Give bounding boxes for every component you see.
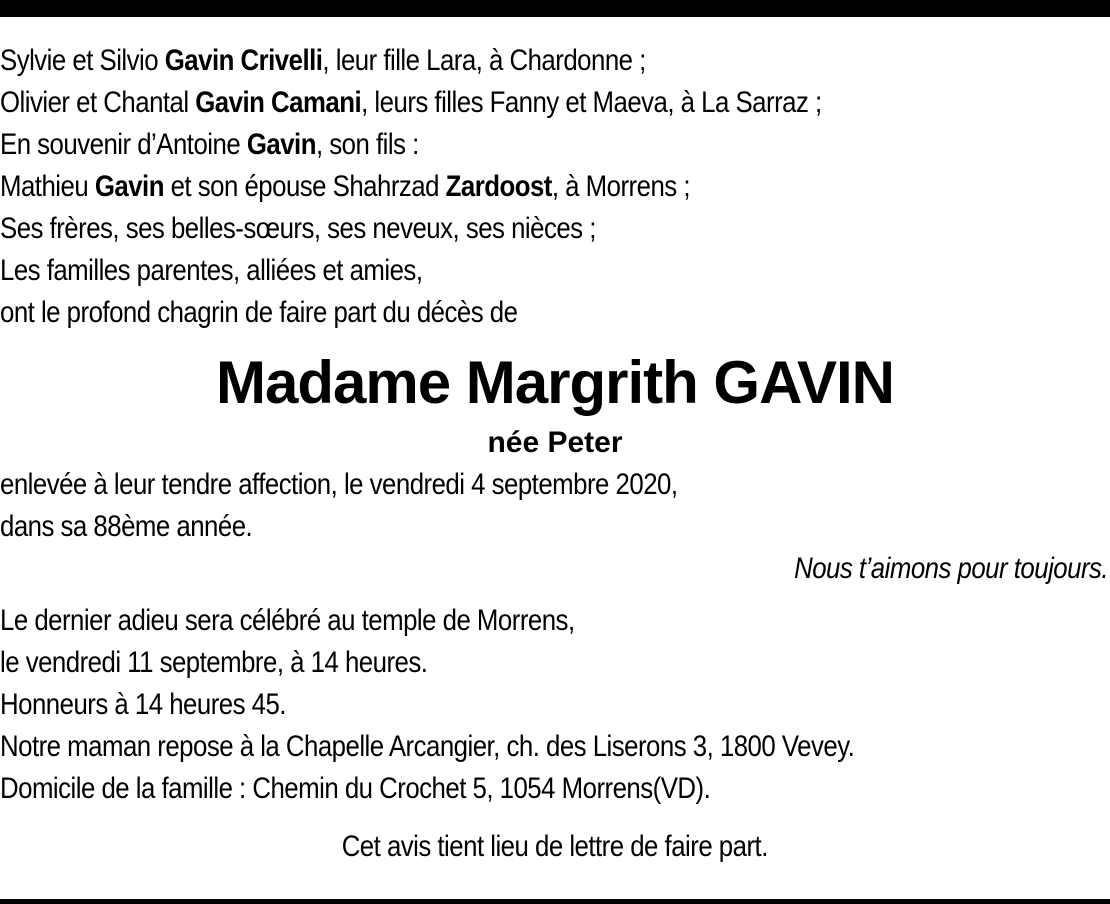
family-line-3-text: En souvenir d’Antoine (0, 128, 247, 161)
bottom-rule (0, 899, 1110, 904)
family-line-6: Les familles parentes, alliées et amies, (0, 254, 423, 287)
quote-text: Nous t’aimons pour toujours. (794, 552, 1108, 585)
family-line-2-text: Olivier et Chantal (0, 86, 196, 119)
closing-note-text: Cet avis tient lieu de lettre de faire part. (341, 830, 769, 863)
closing-note (0, 826, 1110, 868)
family-line-3-surname: Gavin (246, 128, 316, 161)
quote (0, 548, 1110, 590)
ceremony-line-1: Le dernier adieu sera célébré au temple de Morrens, (0, 604, 575, 637)
ceremony-block (0, 600, 1110, 810)
family-line-2-rest: , leurs filles Fanny et Maeva, à La Sarraz ; (361, 86, 822, 119)
ceremony-line-2: le vendredi 11 septembre, à 14 heures. (0, 646, 428, 679)
family-line-3 (0, 124, 1109, 166)
family-line-3-rest: , son fils : (315, 128, 419, 161)
obituary-notice (0, 40, 1110, 868)
death-line-2: dans sa 88ème année. (0, 510, 253, 543)
ceremony-line-4: Notre maman repose à la Chapelle Arcangier, ch. des Liserons 3, 1800 Vevey. (0, 730, 855, 763)
family-line-4-surname-2: Zardoost (445, 170, 552, 203)
family-line-7: ont le profond chagrin de faire part du décès de (0, 296, 518, 329)
family-line-1 (0, 40, 1109, 82)
family-line-1-surname: Gavin Crivelli (164, 44, 323, 77)
family-line-5: Ses frères, ses belles-sœurs, ses neveux, ses nièces ; (0, 212, 596, 245)
ceremony-line-3: Honneurs à 14 heures 45. (0, 688, 286, 721)
death-line-1: enlevée à leur tendre affection, le vendredi 4 septembre 2020, (0, 468, 678, 501)
ceremony-line-5: Domicile de la famille : Chemin du Crochet 5, 1054 Morrens(VD). (0, 772, 711, 805)
family-line-1-text: Sylvie et Silvio (0, 44, 165, 77)
family-line-4 (0, 166, 1109, 208)
family-line-4-rest: , à Morrens ; (551, 170, 690, 203)
maiden-name: née Peter (487, 426, 623, 459)
family-line-2-surname: Gavin Camani (195, 86, 362, 119)
family-line-4-middle: et son épouse Shahrzad (163, 170, 446, 203)
family-line-2 (0, 82, 1109, 124)
deceased-name: Madame Margrith GAVIN (216, 349, 894, 416)
family-line-4-text: Mathieu (0, 170, 95, 203)
family-line-4-surname: Gavin (94, 170, 164, 203)
top-rule (0, 0, 1110, 17)
family-line-1-rest: , leur fille Lara, à Chardonne ; (322, 44, 646, 77)
